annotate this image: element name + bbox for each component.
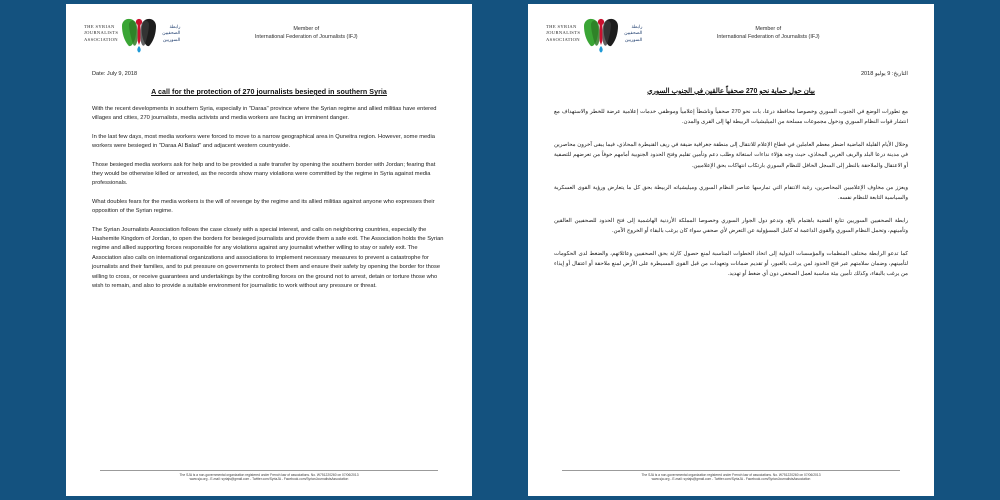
- logo-word-line-3: ASSOCIATION: [546, 36, 580, 42]
- footer-contact-line[interactable]: www.sja.org - E-mail: syriajs@gmail.com - Twitter.com/SyriaJA - Facebook.com/SyrianJournalistsAssociation: [651, 477, 811, 482]
- document-title: A call for the protection of 270 journalists besieged in southern Syria: [151, 88, 387, 96]
- document-title: بيان حول حماية نحو 270 صحفياً عالقين في الجنوب السوري: [647, 88, 815, 95]
- logo-arabic-line-1: رابطة: [631, 24, 643, 30]
- arabic-document-body: [528, 71, 934, 280]
- footer-registration-line: The SJA is a non-governmental organization registered under French law of associations. No. W751220260 on 07/06/2013: [641, 472, 821, 477]
- logo-wordmark-english: [546, 24, 580, 43]
- paragraph: ويعزز من مخاوف الإعلاميين المحاصرين، رغبة الانتقام التي تمارسها عناصر النظام السوري وميليشياته الربيطة بحق كل ما يتعارض ورؤية القوى العسكرية والسياسية التابعة للنظام نفسه.: [554, 185, 908, 202]
- page-footer-arabic: [528, 470, 934, 482]
- paragraph: In the last few days, most media workers were forced to move to a narrow geographical area in Quneitra region. However, some media workers were besieged in "Daraa Al Balad" and adjacent western countryside.: [92, 133, 435, 150]
- logo-arabic-line-1: رابطة: [169, 24, 181, 30]
- paragraph: Those besieged media workers ask for help and to be provided a safe transfer by opening the southern border with Jordan; fearing that they would be otherwise killed or arrested, as the records show many violations were committed by the regime in Syria against media professionals.: [92, 161, 436, 187]
- logo-wordmark-arabic: [160, 24, 180, 43]
- logo-arabic-line-3: السوريين: [624, 36, 643, 42]
- logo-arabic-line-3: السوريين: [162, 36, 181, 42]
- member-federation-name: International Federation of Journalists (IFJ): [716, 33, 820, 40]
- logo-word-line-2: JOURNALISTS: [84, 30, 119, 36]
- paragraph: رابطة الصحفيين السوريين تتابع القضية باهتمام بالغ، وتدعو دول الجوار السوري وخصوصا المملكة الأردنية الهاشمية إلى فتح الحدود للصحفيين العالقين وتأمينهم، وتحمل النظام السوري والقوى الداعمة له كامل المسؤولية عن التعرض لأي صحفي سواء كان يرغب بالبقاء أو الخروج الآمن.: [554, 217, 908, 235]
- paragraph: With the recent developments in southern Syria, especially in "Daraa" province where the Syrian regime and allied militias have entered villages and cities, 270 journalists, media activists and media workers are facing an imminent danger.: [92, 106, 437, 122]
- footer-contact-line[interactable]: www.sja.org - E-mail: syriajs@gmail.com - Twitter.com/SyriaJA - Facebook.com/SyrianJournalistsAssociation: [189, 477, 349, 482]
- paragraph: What doubles fears for the media workers is the will of revenge by the regime and its allied militias against anyone who expresses their opposition of the Syrian regime.: [92, 198, 435, 215]
- member-of-label: Member of: [755, 25, 782, 32]
- page-header-arabic: [528, 4, 934, 54]
- sja-logo: [546, 14, 642, 54]
- page-footer-english: [66, 470, 472, 482]
- document-date: Date: July 9, 2018: [92, 71, 138, 77]
- arabic-document-page[interactable]: [528, 4, 934, 496]
- logo-wordmark-english: [84, 24, 118, 43]
- sja-wings-pen-logo-icon: [582, 14, 620, 54]
- footer-divider: [100, 470, 438, 471]
- sja-logo: [84, 14, 180, 54]
- logo-arabic-line-2: الصحفيين: [624, 30, 643, 36]
- logo-wordmark-arabic: [622, 24, 642, 43]
- member-of-label: Member of: [293, 25, 320, 32]
- ifj-membership-note: [180, 26, 458, 41]
- document-date: التاريخ: 9 يوليو 2018: [860, 71, 908, 77]
- ifj-membership-note: [642, 26, 920, 41]
- sja-wings-pen-logo-icon: [120, 14, 158, 54]
- english-document-body: [66, 71, 472, 292]
- logo-arabic-line-2: الصحفيين: [162, 30, 181, 36]
- logo-word-line-2: JOURNALISTS: [546, 30, 581, 36]
- member-federation-name: International Federation of Journalists (IFJ): [254, 33, 358, 40]
- page-header-english: [66, 4, 472, 54]
- logo-word-line-1: THE SYRIAN: [546, 24, 577, 30]
- english-document-page[interactable]: [66, 4, 472, 496]
- footer-registration-line: The SJA is a non-governmental organization registered under French law of associations. No. W751220260 on 07/06/2013: [179, 472, 359, 477]
- paragraph: The Syrian Journalists Association follows the case closely with a special interest, and calls on neighboring countries, especially the Hashemite Kingdom of Jordan, to open the borders for besieged journalists and provide them a safe exit. The Association holds the Syrian regime and allied supporting forces responsible for any violations against any journalist whether willing to stay or safely exit. The Association also calls on international organizations and associations to implement necessary measures to prevent a catastrophe for journalists and their families, and to put pressure on governments to protect them and ensure their safety by opening the border for those willing to cross, or receive guarantees and undertakings by the controlling forces on the ground not to arrest, detain or torture those who wish to remain, and also to provide a suitable environment for journalistic to work without any pressure or threat.: [92, 226, 444, 290]
- paragraph: كما تدعو الرابطة مختلف المنظمات والمؤسسات الدولية إلى اتخاذ الخطوات المناسبة لمنع حصول كارثة بحق الصحفيين وعائلاتهم، والضغط لدى الحكومات لتأمينهم، وضمان سلامتهم عبر فتح الحدود لمن يرغب بالعبور، أو تقديم ضمانات وتعهدات من قبل القوى المسيطرة على الأرض لمنع ملاحقة أو اعتقال أو إيذاء من يرغب بالبقاء، وكذلك تأمين بيئة مناسبة لعمل الصحفي دون أي ضغط أو تهديد.: [554, 250, 908, 278]
- footer-divider: [562, 470, 900, 471]
- logo-word-line-1: THE SYRIAN: [84, 24, 115, 30]
- paragraph: وخلال الأيام القليلة الماضية اضطر معظم العاملين في قطاع الإعلام للانتقال إلى منطقة جغرافية ضيقة في ريف القنيطرة المحاذي، فيما يبقى آخرون محاصرين في مدينة درعا البلد والريف الغربي المحاذي، حيث وجه هؤلاء نداءات استغاثة وطلب دعم وتأمين تقليم وفتح الحدود الجنوبية أمامهم خوفاً من تعرضهم للتصفية أو الاعتقال والملاحقة بالنظر إلى السجل الحافل للنظام السوري بارتكاب انتهاكات بحق الإعلاميين.: [554, 141, 908, 169]
- paragraph: مع تطورات الوضع في الجنوب السوري وخصوصا محافظة درعا، بات نحو 270 صحفياً وناشطاً إعلامياً وموظفي خدمات إعلامية عرضة للخطر والاستهداف مع انتشار قوات النظام السوري ودخول مجموعات مسلحة من الميليشيات الربيطة لها إلى القرى والمدن.: [554, 109, 908, 126]
- logo-word-line-3: ASSOCIATION: [84, 36, 118, 42]
